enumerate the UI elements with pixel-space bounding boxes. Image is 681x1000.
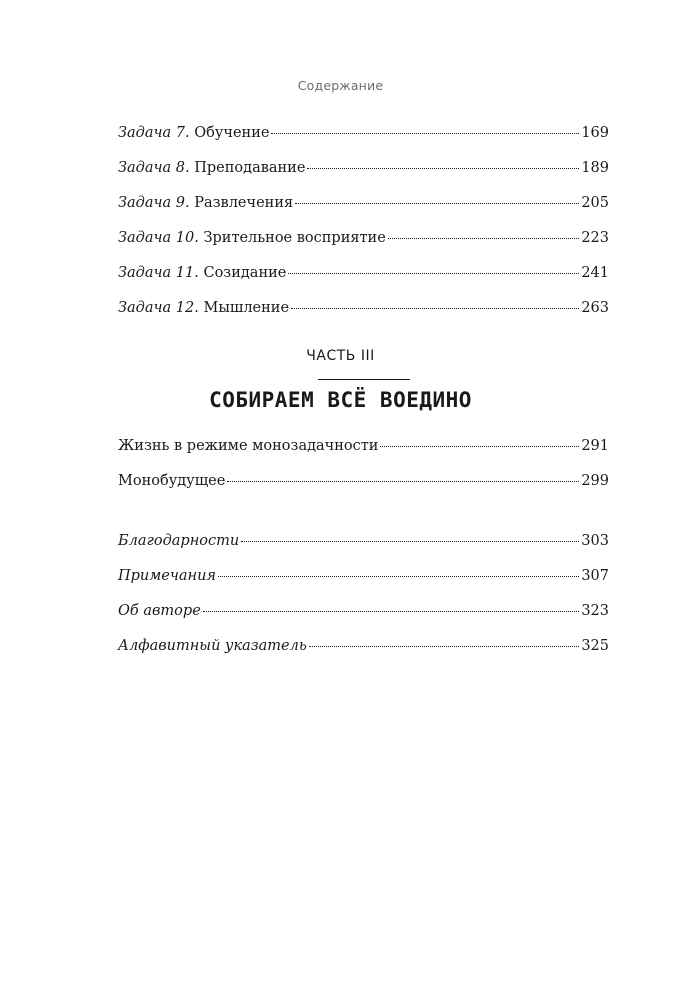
part-divider — [318, 379, 410, 380]
toc-entry-title: Благодарности — [118, 533, 240, 549]
toc-entry[interactable] — [118, 229, 609, 264]
toc-entry-title: Созидание — [203, 265, 287, 281]
dot-leader — [227, 481, 579, 482]
toc-entry-title: Мышление — [203, 300, 290, 316]
toc-entry-page: 325 — [581, 638, 609, 654]
dot-leader — [241, 541, 579, 542]
toc-entry[interactable] — [118, 159, 609, 194]
toc-entry-page: 307 — [581, 568, 609, 584]
dot-leader — [380, 446, 579, 447]
part-title: СОБИРАЕМ ВСЁ ВОЕДИНО — [209, 388, 472, 412]
part-label: ЧАСТЬ III — [306, 348, 375, 364]
toc-backmatter-group — [118, 532, 609, 672]
toc-entry-prefix: Задача 7. — [118, 125, 190, 141]
toc-entry-title: Развлечения — [194, 195, 294, 211]
toc-entry-page: 189 — [581, 160, 609, 176]
toc-entry-page: 223 — [581, 230, 609, 246]
dot-leader — [271, 133, 579, 134]
toc-entry-title: Алфавитный указатель — [118, 638, 307, 654]
toc-entry-page: 291 — [581, 438, 609, 454]
dot-leader — [288, 273, 579, 274]
toc-entry-page: 205 — [581, 195, 609, 211]
toc-entry[interactable] — [118, 472, 609, 507]
toc-entry[interactable] — [118, 264, 609, 299]
toc-entry-page: 303 — [581, 533, 609, 549]
dot-leader — [307, 168, 579, 169]
toc-entry[interactable] — [118, 299, 609, 334]
toc-entry-page: 323 — [581, 603, 609, 619]
toc-entry-title: Монобудущее — [118, 473, 226, 489]
dot-leader — [203, 611, 580, 612]
toc-entry-title: Зрительное восприятие — [203, 230, 386, 246]
toc-entry-title: Жизнь в режиме монозадачности — [118, 438, 379, 454]
toc-entry-prefix: Задача 11. — [118, 265, 199, 281]
toc-entry-title: Об авторе — [118, 603, 201, 619]
toc-entry-page: 299 — [581, 473, 609, 489]
toc-tasks-group — [118, 124, 609, 334]
toc-entry[interactable] — [118, 532, 609, 567]
toc-entry-page: 263 — [581, 300, 609, 316]
toc-entry-prefix: Задача 9. — [118, 195, 190, 211]
toc-entry[interactable] — [118, 124, 609, 159]
dot-leader — [218, 576, 579, 577]
toc-entry-prefix: Задача 12. — [118, 300, 199, 316]
toc-entry-prefix: Задача 8. — [118, 160, 190, 176]
toc-entry-page: 169 — [581, 125, 609, 141]
toc-entry-page: 241 — [581, 265, 609, 281]
toc-entry[interactable] — [118, 602, 609, 637]
toc-entry[interactable] — [118, 194, 609, 229]
toc-entry-prefix: Задача 10. — [118, 230, 199, 246]
dot-leader — [309, 646, 580, 647]
dot-leader — [388, 238, 580, 239]
running-head: Содержание — [297, 78, 384, 93]
toc-chapters-group — [118, 437, 609, 507]
toc-entry-title: Обучение — [194, 125, 270, 141]
toc-entry[interactable] — [118, 567, 609, 602]
toc-entry-title: Преподавание — [194, 160, 306, 176]
dot-leader — [295, 203, 579, 204]
toc-entry[interactable] — [118, 637, 609, 672]
dot-leader — [291, 308, 579, 309]
toc-entry-title: Примечания — [118, 568, 217, 584]
toc-entry[interactable] — [118, 437, 609, 472]
